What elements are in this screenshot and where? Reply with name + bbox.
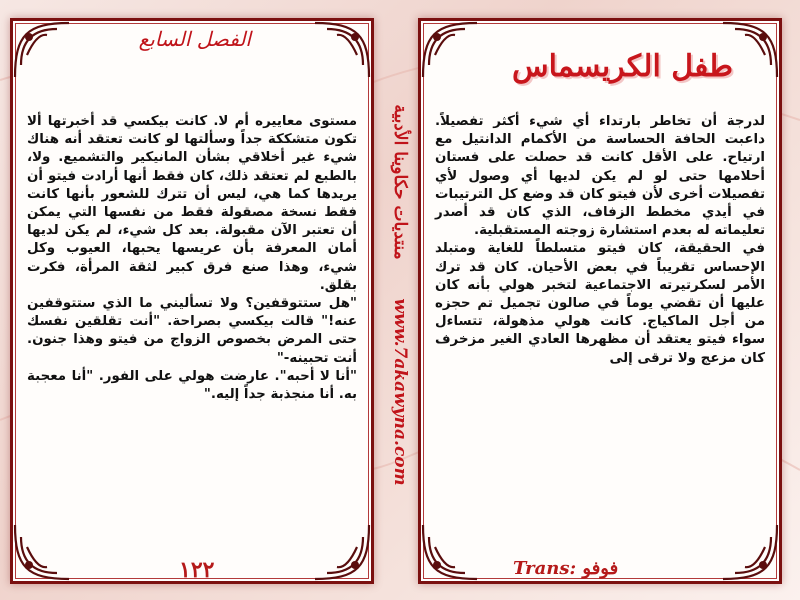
book-title: طفل الكريسماس (511, 49, 733, 84)
right-page-text (435, 113, 765, 368)
left-page-text (27, 113, 357, 404)
translator-label: Trans: (513, 558, 577, 579)
translator-name: فوفو (582, 558, 619, 579)
corner-ornament (715, 517, 785, 587)
corner-ornament (415, 517, 485, 587)
paragraph: مستوى معاييره أم لا. كانت بيكسي قد أخبرتها ألا تكون متشككة جداً وسألتها لو كانت تعتقد أنه هناك شيء غير أخلاقي بشأن المانيكير والتشميع. ولا، بالطبع لم تعتقد ذلك، كان فقط أنها أرادت فيتو أن يريدها كما هي، ليس أن تترك للشعور بأنها كانت فقط نسخة مصقولة فقط من نفسها التي يمكن أن تعتبر الآن مقبولة. بعد كل شيء، لم يكن لديها أمان المعرفة بأن عريسها يحبها، العيوب وكل شيء، وهذا صنع فرق كبير لثقة المرأة، فكرت بقلق. (27, 114, 357, 293)
corner-ornament (415, 15, 485, 85)
translator-credit (513, 558, 618, 579)
paragraph: "أنا لا أحبه". عارضت هولي على الفور. "أنا معجبة به. أنا منجذبة جداً إليه." (27, 368, 357, 403)
chapter-title: الفصل السابع (138, 27, 251, 51)
right-page (418, 18, 782, 584)
paragraph: "هل ستتوقفين؟ ولا تسأليني ما الذي ستتوقفين عنه!" قالت بيكسي بصراحة. "أنت تقلقين نفسك حتى المرض بخصوص الزواج من فيتو وهذا جنون. أنت تحبينه-" (27, 296, 357, 366)
spine-banner (385, 22, 415, 582)
corner-ornament (7, 517, 77, 587)
paragraph: في الحقيقة، كان فيتو متسلطاً للغاية ومتبلد الإحساس تقريباً في بعض الأحيان. كان قد ترك الأمر لسكرتيرته الاجتماعية لتخبر هولي بأنه كان عليها أن تقضي يوماً في صالون تجميل تم حجزه من أجل الماكياج. كانت هولي مذهولة، تتساءل سواء فيتو يعتقد أن مظهرها العادي الغير مزخرف كان مزعج ولا ترقى إلى (435, 241, 765, 366)
corner-ornament (307, 517, 377, 587)
paragraph: لدرجة أن تخاطر بارتداء أي شيء أكثر تفصيلاً. داعبت الحافة الحساسة من الأكمام الدانتيل مع ارتياح. على الأقل كانت قد حصلت على فستان أحلامها حتى لو لم يكن لديها أي وصول لأي تفصيلات أخرى لأن فيتو كان قد وضع كل الترتيبات في أيدي مخطط الزفاف، الذي كان قد أصدر تعليماته له بعدم استشارة زوجته المستقبلية. (435, 114, 765, 239)
website-url[interactable]: www.7akawyna.com (390, 298, 410, 486)
left-page (10, 18, 374, 584)
corner-ornament (7, 15, 77, 85)
corner-ornament (307, 15, 377, 85)
page-number: ١٢٢ (179, 557, 215, 583)
forum-name: منتديات حكاوينا الأدبية (390, 104, 410, 260)
